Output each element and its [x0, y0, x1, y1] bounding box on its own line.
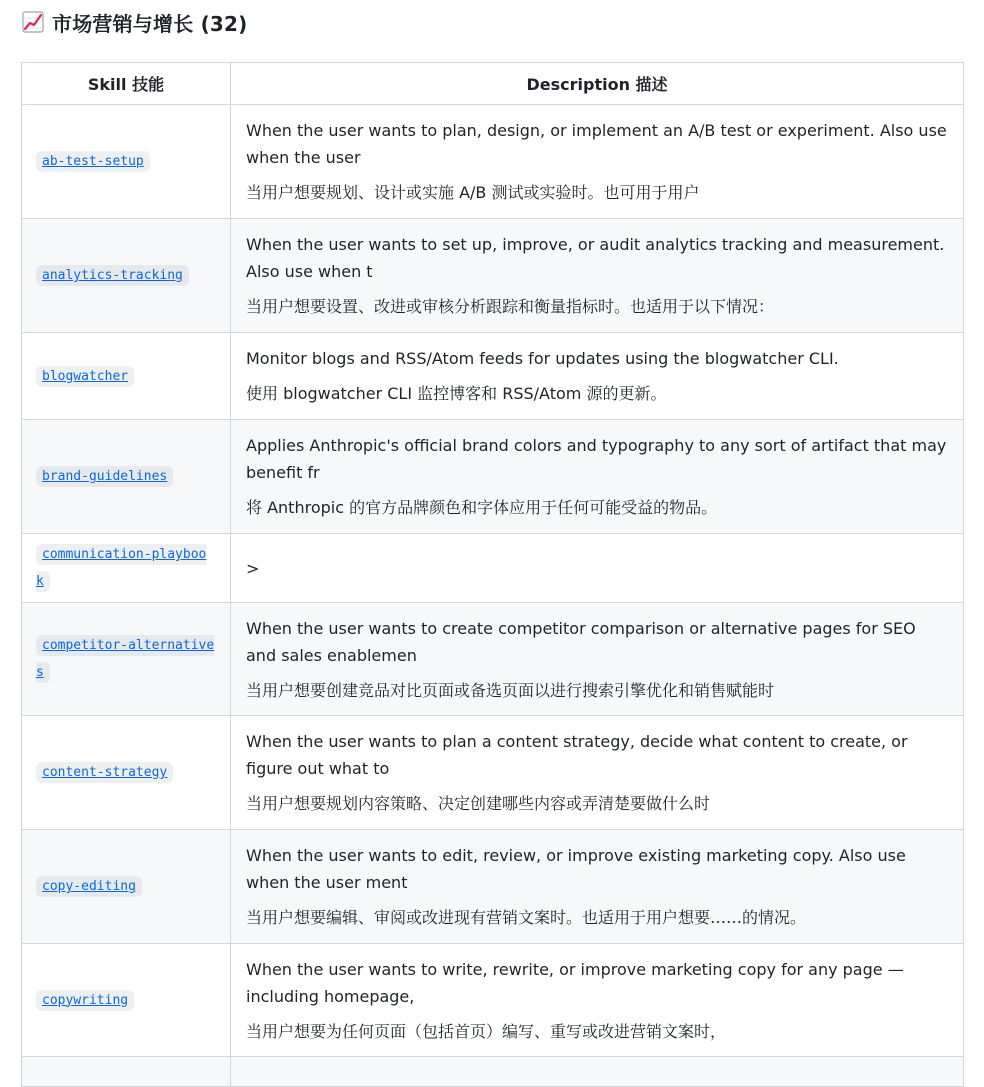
skill-link[interactable]: copywriting [36, 990, 134, 1011]
skill-link[interactable]: analytics-tracking [36, 265, 189, 286]
skill-link[interactable]: brand-guidelines [36, 466, 173, 487]
table-row [22, 830, 964, 944]
description-chinese: 当用户想要设置、改进或审核分析跟踪和衡量指标时。也适用于以下情况： [246, 297, 775, 316]
skill-link[interactable]: communication-playbook [36, 544, 206, 592]
table-row-partial [22, 1057, 964, 1087]
skill-link[interactable]: copy-editing [36, 876, 142, 897]
description-chinese: 当用户想要编辑、审阅或改进现有营销文案时。也适用于用户想要……的情况。 [246, 908, 807, 927]
table-row [22, 716, 964, 830]
description-chinese: 当用户想要创建竞品对比页面或备选页面以进行搜索引擎优化和销售赋能时 [246, 680, 775, 700]
skills-table [21, 62, 964, 1087]
table-row [22, 105, 964, 219]
table-row [22, 219, 964, 333]
description-chinese: 当用户想要规划、设计或实施 A/B 测试或实验时。也可用于用户 [246, 183, 700, 202]
table-row [22, 333, 964, 420]
description-chinese: 使用 blogwatcher CLI 监控博客和 RSS/Atom 源的更新。 [246, 384, 667, 403]
table-row [22, 603, 964, 716]
table-row [22, 420, 964, 534]
description-chinese: 将 Anthropic 的官方品牌颜色和字体应用于任何可能受益的物品。 [246, 498, 718, 517]
description-english: When the user wants to plan a content strategy, decide what content to create, or figure out what to [246, 732, 908, 778]
table-header-row [22, 63, 964, 105]
table-row [22, 534, 964, 603]
description-chinese: 当用户想要规划内容策略、决定创建哪些内容或弄清楚要做什么时 [246, 794, 711, 813]
description-english: Applies Anthropic's official brand colors and typography to any sort of artifact that may benefit fr [246, 436, 947, 482]
skill-link[interactable]: blogwatcher [36, 366, 134, 387]
description-english: Monitor blogs and RSS/Atom feeds for updates using the blogwatcher CLI. [246, 349, 839, 368]
chart-increasing-icon [22, 11, 44, 33]
description-english: When the user wants to set up, improve, or audit analytics tracking and measurement. Also use when t [246, 235, 945, 281]
description-english: > [246, 558, 260, 578]
description-english: When the user wants to create competitor comparison or alternative pages for SEO and sales enablemen [246, 618, 916, 665]
description-english: When the user wants to plan, design, or implement an A/B test or experiment. Also use when the user [246, 121, 947, 167]
column-header-description: Description 描述 [231, 63, 964, 105]
section-title: 市场营销与增长 (32) [52, 11, 248, 36]
skill-link[interactable]: competitor-alternatives [36, 635, 214, 683]
table-row [22, 944, 964, 1057]
section-heading [22, 6, 247, 38]
skill-link[interactable]: content-strategy [36, 762, 173, 783]
skill-link[interactable]: ab-test-setup [36, 151, 150, 172]
description-english: When the user wants to edit, review, or improve existing marketing copy. Also use when the user ment [246, 846, 906, 892]
column-header-skill: Skill 技能 [22, 63, 231, 105]
description-english: When the user wants to write, rewrite, or improve marketing copy for any page — including homepage, [246, 959, 904, 1006]
description-chinese: 当用户想要为任何页面（包括首页）编写、重写或改进营销文案时， [246, 1021, 727, 1041]
